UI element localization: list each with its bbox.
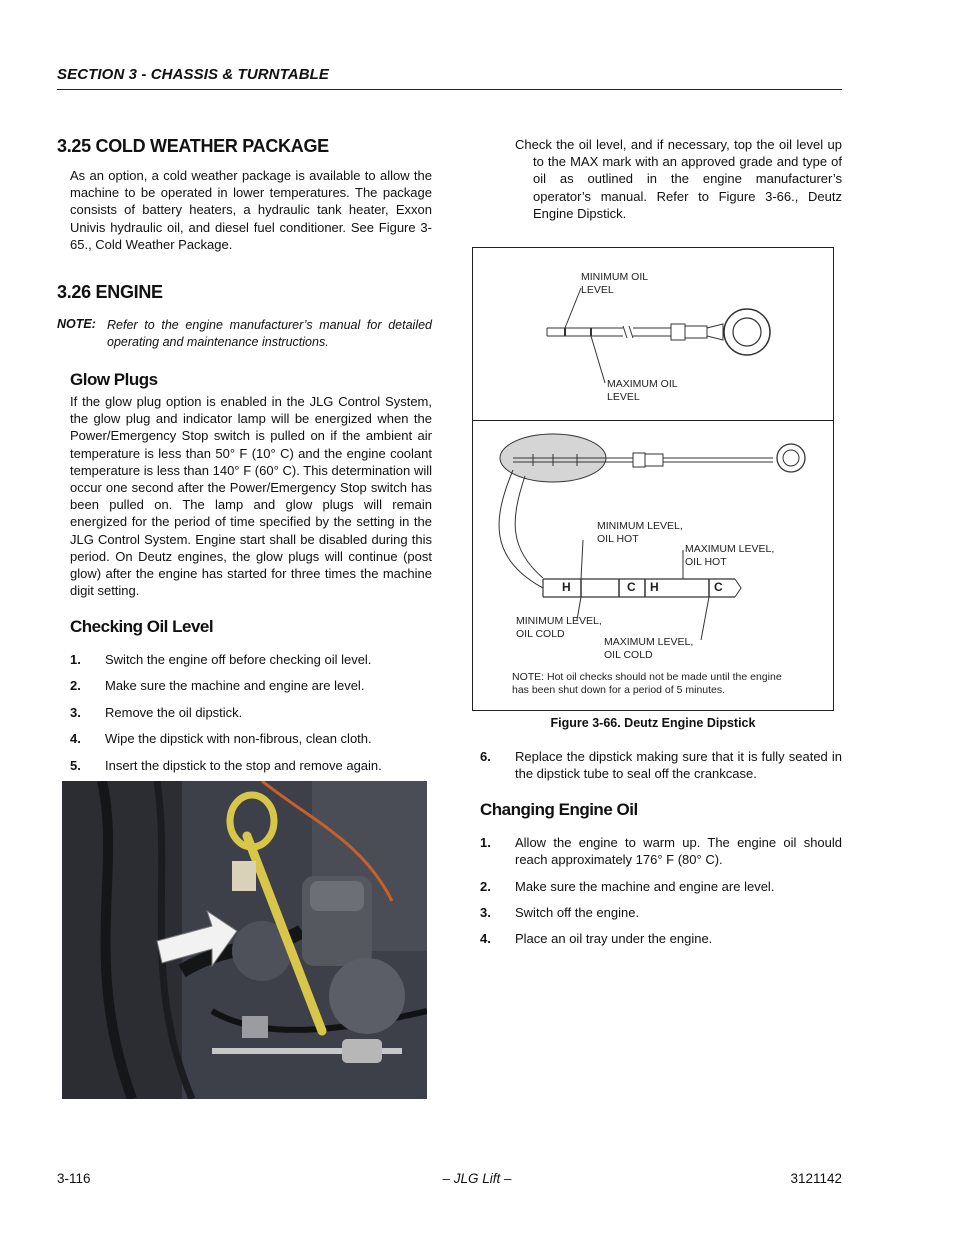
heading-cold-weather-package: 3.25 COLD WEATHER PACKAGE: [57, 136, 329, 156]
list-item: 1. Allow the engine to warm up. The engine oil should reach approximately 176° F (80° C).: [480, 835, 842, 868]
list-item: 2. Make sure the machine and engine are level.: [480, 878, 775, 894]
header-rule: [57, 89, 842, 90]
note-text: Refer to the engine manufacturer’s manual for detailed operating and maintenance instructions.: [107, 318, 432, 349]
label-minimum-oil-cold: MINIMUM LEVEL, OIL COLD: [516, 615, 602, 640]
mark-h-1: H: [562, 580, 571, 594]
list-item: 6. Replace the dipstick making sure that it is fully seated in the dipstick tube to seal off the crankcase.: [480, 749, 842, 782]
list-item: 1. Switch the engine off before checking oil level.: [70, 652, 372, 667]
page-number: 3-116: [57, 1171, 91, 1186]
step-six-list: [480, 748, 842, 792]
list-item: 2. Make sure the machine and engine are level.: [70, 678, 365, 694]
label-maximum-oil: MAXIMUM OIL LEVEL: [607, 378, 678, 403]
label-maximum-oil-hot: MAXIMUM LEVEL, OIL HOT: [685, 543, 775, 568]
heading-changing-engine-oil: Changing Engine Oil: [480, 800, 638, 819]
list-item: 3. Switch off the engine.: [480, 904, 640, 920]
changing-steps-list: [480, 834, 842, 957]
mark-c-2: C: [714, 580, 723, 594]
section-header: SECTION 3 - CHASSIS & TURNTABLE: [57, 66, 330, 83]
cold-weather-body: As an option, a cold weather package is available to allow the machine to be operated in lower temperatures. The package consists of battery heaters, a hydraulic tank heater, Exxon Univis hydraulic oil, and diesel fuel conditioner. See Figure 3-65., Cold Weather Package.: [70, 168, 432, 252]
dipstick-figure: [472, 247, 834, 711]
list-item: 4. Wipe the dipstick with non-fibrous, clean cloth.: [70, 731, 372, 747]
heading-engine: 3.26 ENGINE: [57, 282, 163, 302]
list-item: 4. Place an oil tray under the engine.: [480, 931, 713, 947]
heading-glow-plugs: Glow Plugs: [70, 370, 158, 389]
figure-caption: Figure 3-66. Deutz Engine Dipstick: [550, 716, 756, 730]
label-minimum-oil-hot: MINIMUM LEVEL, OIL HOT: [597, 520, 683, 545]
document-number: 3121142: [790, 1171, 842, 1186]
label-maximum-oil-cold: MAXIMUM LEVEL, OIL COLD: [604, 636, 694, 661]
checking-steps-list: [70, 651, 432, 783]
list-item: 5. Insert the dipstick to the stop and remove again.: [70, 757, 382, 773]
glow-plugs-body: If the glow plug option is enabled in the JLG Control System, the glow plug and indicator lamp will be energized when the Power/Emergency Stop switch is pulled on if the ambient air temperature is less than 50° F (10° C) and the engine coolant temperature is less than 140° F (60° C). This determination will occur one second after the Power/Emergency Stop switch has been pulled on. The lamp and glow plugs will remain energized for the period of time specified by the setting in the JLG Control System. Engine start shall be disabled during this period. On Deutz engines, the glow plugs will continue (post glow) after the engine has started for three times the machine digit setting.: [70, 394, 432, 599]
mark-c-1: C: [627, 580, 636, 594]
footer-center: – JLG Lift –: [442, 1171, 512, 1186]
note-label: NOTE:: [57, 317, 96, 331]
heading-checking-oil-level: Checking Oil Level: [70, 617, 214, 636]
check-oil-intro: Check the oil level, and if necessary, top the oil level up to the MAX mark with an approved grade and type of oil as outlined in the engine manufacturer’s operator’s manual. Refer to Figure 3-66., Deutz Engine Dipstick.: [515, 137, 842, 221]
figure-note: NOTE: Hot oil checks should not be made until the engine has been shut down for a period of 5 minutes.: [512, 671, 782, 696]
engine-dipstick-photo: [62, 781, 427, 1099]
label-minimum-oil: MINIMUM OIL LEVEL: [581, 271, 649, 296]
mark-h-2: H: [650, 580, 659, 594]
list-item: 3. Remove the oil dipstick.: [70, 704, 243, 720]
